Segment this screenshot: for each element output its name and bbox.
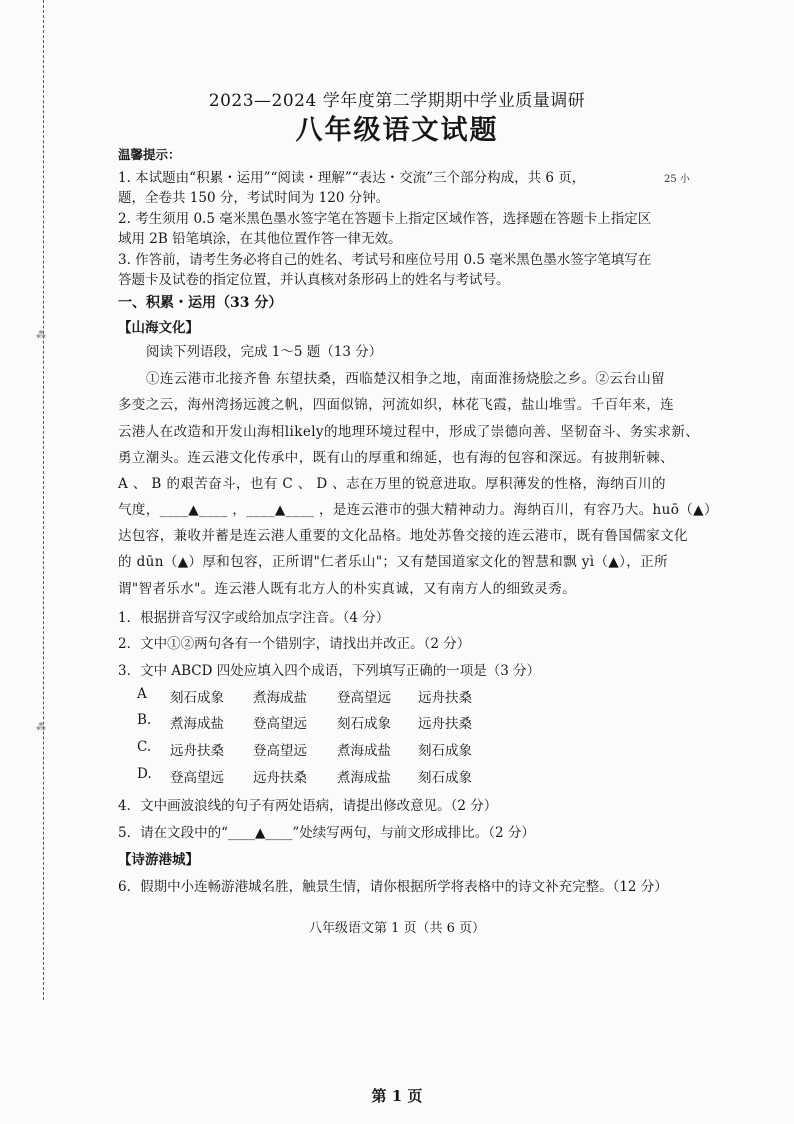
question-2: 2．文中①②两句各有一个错别字，请找出并改正。（2 分） <box>118 636 471 652</box>
handwritten-note: 25 小 <box>664 174 690 185</box>
option-item: 登高望远 <box>253 716 307 732</box>
notice-line: 答题卡及试卷的指定位置，并认真核对条形码上的姓名与考试号。 <box>118 272 510 288</box>
section-heading: 一、积累・运用（33 分） <box>118 295 283 311</box>
option-letter: B. <box>137 712 152 728</box>
passage-line: 云港人在改造和开发山海相likely的地理环境过程中，形成了崇德向善、坚韧奋斗、务实求新、 <box>118 424 700 440</box>
question-3: 3．文中 ABCD 四处应填入四个成语，下列填写正确的一项是（3 分） <box>118 663 541 679</box>
passage-line: 多变之云，海州湾扬远渡之帆，四面似锦，河流如织，林花飞霞，盐山堆雪。千百年来，连 <box>118 397 674 413</box>
page-footer: 八年级语文第 1 页（共 6 页） <box>308 921 486 936</box>
option-item: 远舟扶桑 <box>418 716 472 732</box>
option-item: 远舟扶桑 <box>253 770 307 786</box>
binding-cut-line <box>43 0 44 1000</box>
reading-instruction: 阅读下列语段，完成 1～5 题（13 分） <box>146 344 383 360</box>
option-item: 登高望远 <box>170 770 224 786</box>
notice-line: 2. 考生须用 0.5 毫米黑色墨水签字笔在答题卡上指定区域作答，选择题在答题卡上指定区 <box>118 211 652 227</box>
option-item: 远舟扶桑 <box>418 690 472 706</box>
exam-subject-title: 八年级语文试题 <box>295 115 499 146</box>
cut-mark: ⁂ <box>36 722 46 733</box>
option-letter: C. <box>137 739 152 755</box>
option-letter: D. <box>137 766 152 782</box>
passage-line: 谓"智者乐水"。连云港人既有北方人的朴实真诚，又有南方人的细致灵秀。 <box>118 581 577 597</box>
passage-line: A 、 B 的艰苦奋斗，也有 C 、 D 、志在万里的锐意进取。厚积薄发的性格，海纳百川的 <box>118 476 666 492</box>
option-item: 刻石成象 <box>170 690 224 706</box>
option-item: 登高望远 <box>253 743 307 759</box>
option-item: 刻石成象 <box>418 743 472 759</box>
option-item: 煮海成盐 <box>170 716 224 732</box>
page-number: 第 1 页 <box>371 1087 423 1105</box>
question-5: 5．请在文段中的“____▲____”处续写两句，与前文形成排比。（2 分） <box>118 825 535 841</box>
notice-line: 3. 作答前，请考生务必将自己的姓名、考试号和座位号用 0.5 毫米黑色墨水签字笔填写在 <box>118 252 652 268</box>
option-item: 煮海成盐 <box>253 690 307 706</box>
option-item: 刻石成象 <box>418 770 472 786</box>
cut-mark: ⁂ <box>36 330 46 341</box>
option-item: 远舟扶桑 <box>170 743 224 759</box>
part-heading-shanhai: 【山海文化】 <box>118 320 199 336</box>
option-item: 煮海成盐 <box>337 743 391 759</box>
notice-heading: 温馨提示： <box>118 147 181 162</box>
exam-header-title: 2023—2024 学年度第二学期期中学业质量调研 <box>208 91 586 111</box>
notice-line: 域用 2B 铅笔填涂，在其他位置作答一律无效。 <box>118 231 402 247</box>
notice-line: 题，全卷共 150 分，考试时间为 120 分钟。 <box>118 190 390 206</box>
question-4: 4．文中画波浪线的句子有两处语病，请提出修改意见。（2 分） <box>118 798 498 814</box>
part-heading-poetry: 【诗游港城】 <box>118 852 199 868</box>
option-item: 登高望远 <box>337 690 391 706</box>
question-6: 6．假期中小连畅游港城名胜，触景生情，请你根据所学将表格中的诗文补充完整。（12 分） <box>118 879 668 895</box>
option-letter: A <box>137 686 147 702</box>
passage-line: 的 dūn（▲）厚和包容，正所谓"仁者乐山"；又有楚国道家文化的智慧和飘 yì（▲），正所 <box>118 554 668 570</box>
passage-line: 勇立潮头。连云港文化传承中，既有山的厚重和绵延，也有海的包容和深远。有披荆斩棘、 <box>118 450 674 466</box>
option-item: 刻石成象 <box>337 716 391 732</box>
question-1: 1．根据拼音写汉字或给加点字注音。（4 分） <box>118 610 390 626</box>
option-item: 煮海成盐 <box>337 770 391 786</box>
passage-line: 达包容，兼收并蓄是连云港人重要的文化品格。地处苏鲁交接的连云港市，既有鲁国儒家文化 <box>118 528 688 544</box>
notice-line: 1. 本试题由“积累・运用”“阅读・理解”“表达・交流”三个部分构成，共 6 页， <box>118 170 586 186</box>
passage-line: 气度，____▲____ ，____▲____ ，是连云港市的强大精神动力。海纳百川，有容乃大。huō（▲） <box>118 502 718 518</box>
passage-line: ①连云港市北接齐鲁 东望扶桑，西临楚汉相争之地，南面淮扬烧脍之乡。②云台山留 <box>146 371 665 387</box>
